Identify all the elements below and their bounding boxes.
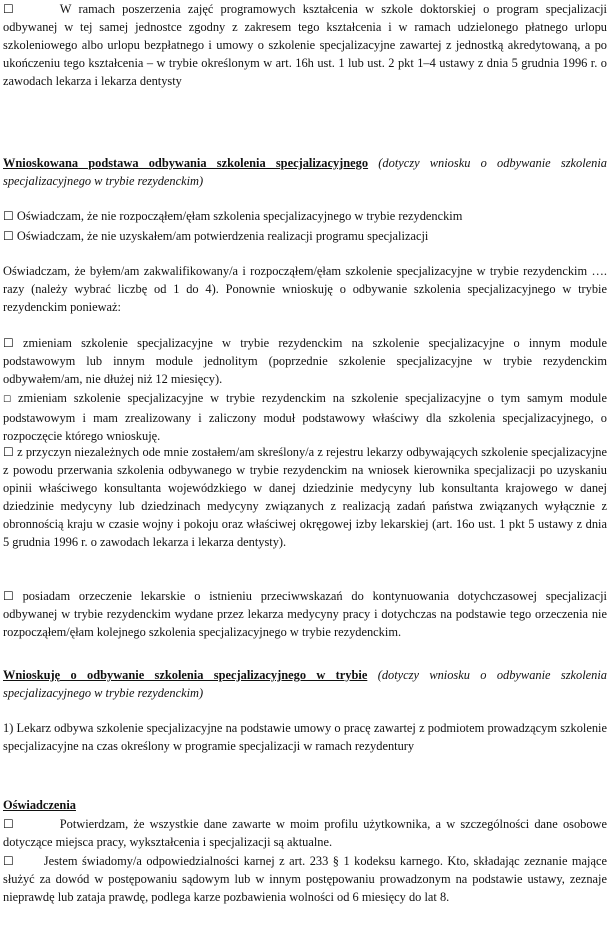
statement-criminal-liability-text: Jestem świadomy/a odpowiedzialności karnej z art. 233 § 1 kodeksu karnego. Kto, składając zeznanie mające służyć za dowód w postępowaniu sądowym lub w innym postępowaniu prowadzonym na podstawie ustawy, zeznaje nieprawdę lub zataja prawdę, podlega karze pozbawienia wolności od 6 miesięcy do lat 8.	[3, 854, 607, 905]
checkbox-reason-different-module[interactable]: ☐	[3, 336, 14, 350]
statement-data-confirmed-text: Potwierdzam, że wszystkie dane zawarte w moim profilu użytkownika, a w szczególności dane osobowe dotyczące miejsca pracy, wykształcenia i specjalizacji są aktualne.	[3, 817, 607, 850]
statement-data-confirmed	[3, 815, 607, 851]
checkbox-criminal-liability[interactable]: ☐	[3, 854, 14, 868]
qualified-paragraph-text: Oświadczam, że byłem/am zakwalifikowany/a i rozpocząłem/ęłam szkolenie specjalizacyjne w trybie rezydenckim …. razy (należy wybrać liczbę od 1 do 4). Ponownie wnioskuję o odbywanie szkolenia specjalizacyjnego w trybie rezydenckim ponieważ:	[3, 264, 607, 315]
section-mode-note: (dotyczy wniosku o odbywanie szkolenia specjalizacyjnego w trybie rezydenckim)	[3, 668, 607, 701]
statement-criminal-liability	[3, 852, 607, 906]
section-statements-title: Oświadczenia	[3, 798, 76, 812]
qualified-paragraph	[3, 262, 607, 316]
section-statements-heading	[3, 796, 607, 814]
mode-option-residency-text: 1) Lekarz odbywa szkolenie specjalizacyjne na podstawie umowy o pracę zawartej z podmiotem prowadzącym szkolenie specjalizacyjne na czas określony w programie specjalizacji w ramach rezydentury	[3, 721, 607, 754]
mode-option-residency	[3, 719, 607, 755]
section-mode-title: Wnioskuję o odbywanie szkolenia specjalizacyjnego w trybie	[3, 668, 368, 682]
section-basis-note: (dotyczy wniosku o odbywanie szkolenia specjalizacyjnego w trybie rezydenckim)	[3, 156, 607, 189]
checkbox-reason-medical[interactable]: ☐	[3, 589, 14, 603]
declaration-not-started-text: Oświadczam, że nie rozpocząłem/ęłam szkolenia specjalizacyjnego w trybie rezydenckim	[16, 209, 463, 223]
checkbox-reason-removed[interactable]: ☐	[3, 445, 14, 459]
checkbox-data-confirmed[interactable]: ☐	[3, 817, 14, 831]
checkbox-reason-same-module[interactable]: ☐	[3, 395, 12, 405]
reason-medical-text: posiadam orzeczenie lekarskie o istnieniu przeciwwskazań do kontynuowania dotychczasowej specjalizacji odbywanej w trybie rezydenckim wydane przez lekarza medycyny pracy i dotychczas na podstawie tego orzeczenia nie rozpocząłem/ęłam kolejnego szkolenia specjalizacyjnego w trybie rezydenckim.	[3, 589, 607, 640]
section-basis-title: Wnioskowana podstawa odbywania szkolenia specjalizacyjnego	[3, 156, 369, 170]
checkbox-no-confirmation[interactable]: ☐	[3, 229, 14, 243]
reason-medical-contraindications	[3, 587, 607, 641]
section-basis-heading	[3, 154, 607, 190]
reason-same-module	[3, 389, 607, 445]
intro-paragraph	[3, 0, 607, 90]
reason-same-module-text: zmieniam szkolenie specjalizacyjne w trybie rezydenckim na szkolenie specjalizacyjne o tym samym module podstawowym i mam zrealizowany i zaliczony moduł podstawowy właściwy dla szkolenia specjalizacyjnego, o rozpoczęcie którego wnioskuję.	[3, 391, 607, 444]
declaration-not-started	[3, 207, 607, 225]
reason-different-module	[3, 334, 607, 388]
intro-text: W ramach poszerzenia zajęć programowych kształcenia w szkole doktorskiej o program specjalizacji odbywanej w tej samej jednostce zgodny z zakresem tego kształcenia i w ramach udzielonego płatnego urlopu szkoleniowego albo urlopu bezpłatnego i umowy o szkolenie specjalizacyjne zawartej z jednostką akredytowaną, a po ukończeniu tego kształcenia – w trybie określonym w art. 16h ust. 1 lub ust. 2 pkt 1–4 ustawy z dnia 5 grudnia 1996 r. o zawodach lekarza i lekarza dentysty	[3, 2, 607, 89]
declaration-no-confirmation-text: Oświadczam, że nie uzyskałem/am potwierdzenia realizacji programu specjalizacji	[16, 229, 429, 243]
checkbox-intro[interactable]: ☐	[3, 2, 14, 16]
reason-removed-from-register	[3, 443, 607, 552]
reason-different-module-text: zmieniam szkolenie specjalizacyjne w trybie rezydenckim na szkolenie specjalizacyjne o innym module podstawowym lub innym module jednolitym (poprzednie szkolenie specjalizacyjne w trybie rezydenckim odbywałem/am, nie dłużej niż 12 miesięcy).	[3, 336, 607, 387]
reason-removed-text: z przyczyn niezależnych ode mnie zostałem/am skreślony/a z rejestru lekarzy odbywających szkolenie specjalizacyjne z powodu przerwania szkolenia odbywanego w trybie rezydenckim na wniosek kierownika specjalizacji po uzyskaniu opinii właściwego konsultanta wojewódzkiego w danej dziedzinie medycyny lub konsultanta krajowego w danej dziedzinie medycyny lub dziedzinach medycyny związanych z realizacją zadań państwa związanych wyłącznie z obronnością kraju w czasie wojny i pokoju oraz właściwej okręgowej izby lekarskiej (art. 16o ust. 1 pkt 5 ustawy z dnia 5 grudnia 1996 r. o zawodach lekarza i lekarza dentysty).	[3, 445, 607, 550]
checkbox-not-started[interactable]: ☐	[3, 209, 14, 223]
section-mode-heading	[3, 666, 607, 702]
declaration-no-confirmation	[3, 227, 607, 245]
